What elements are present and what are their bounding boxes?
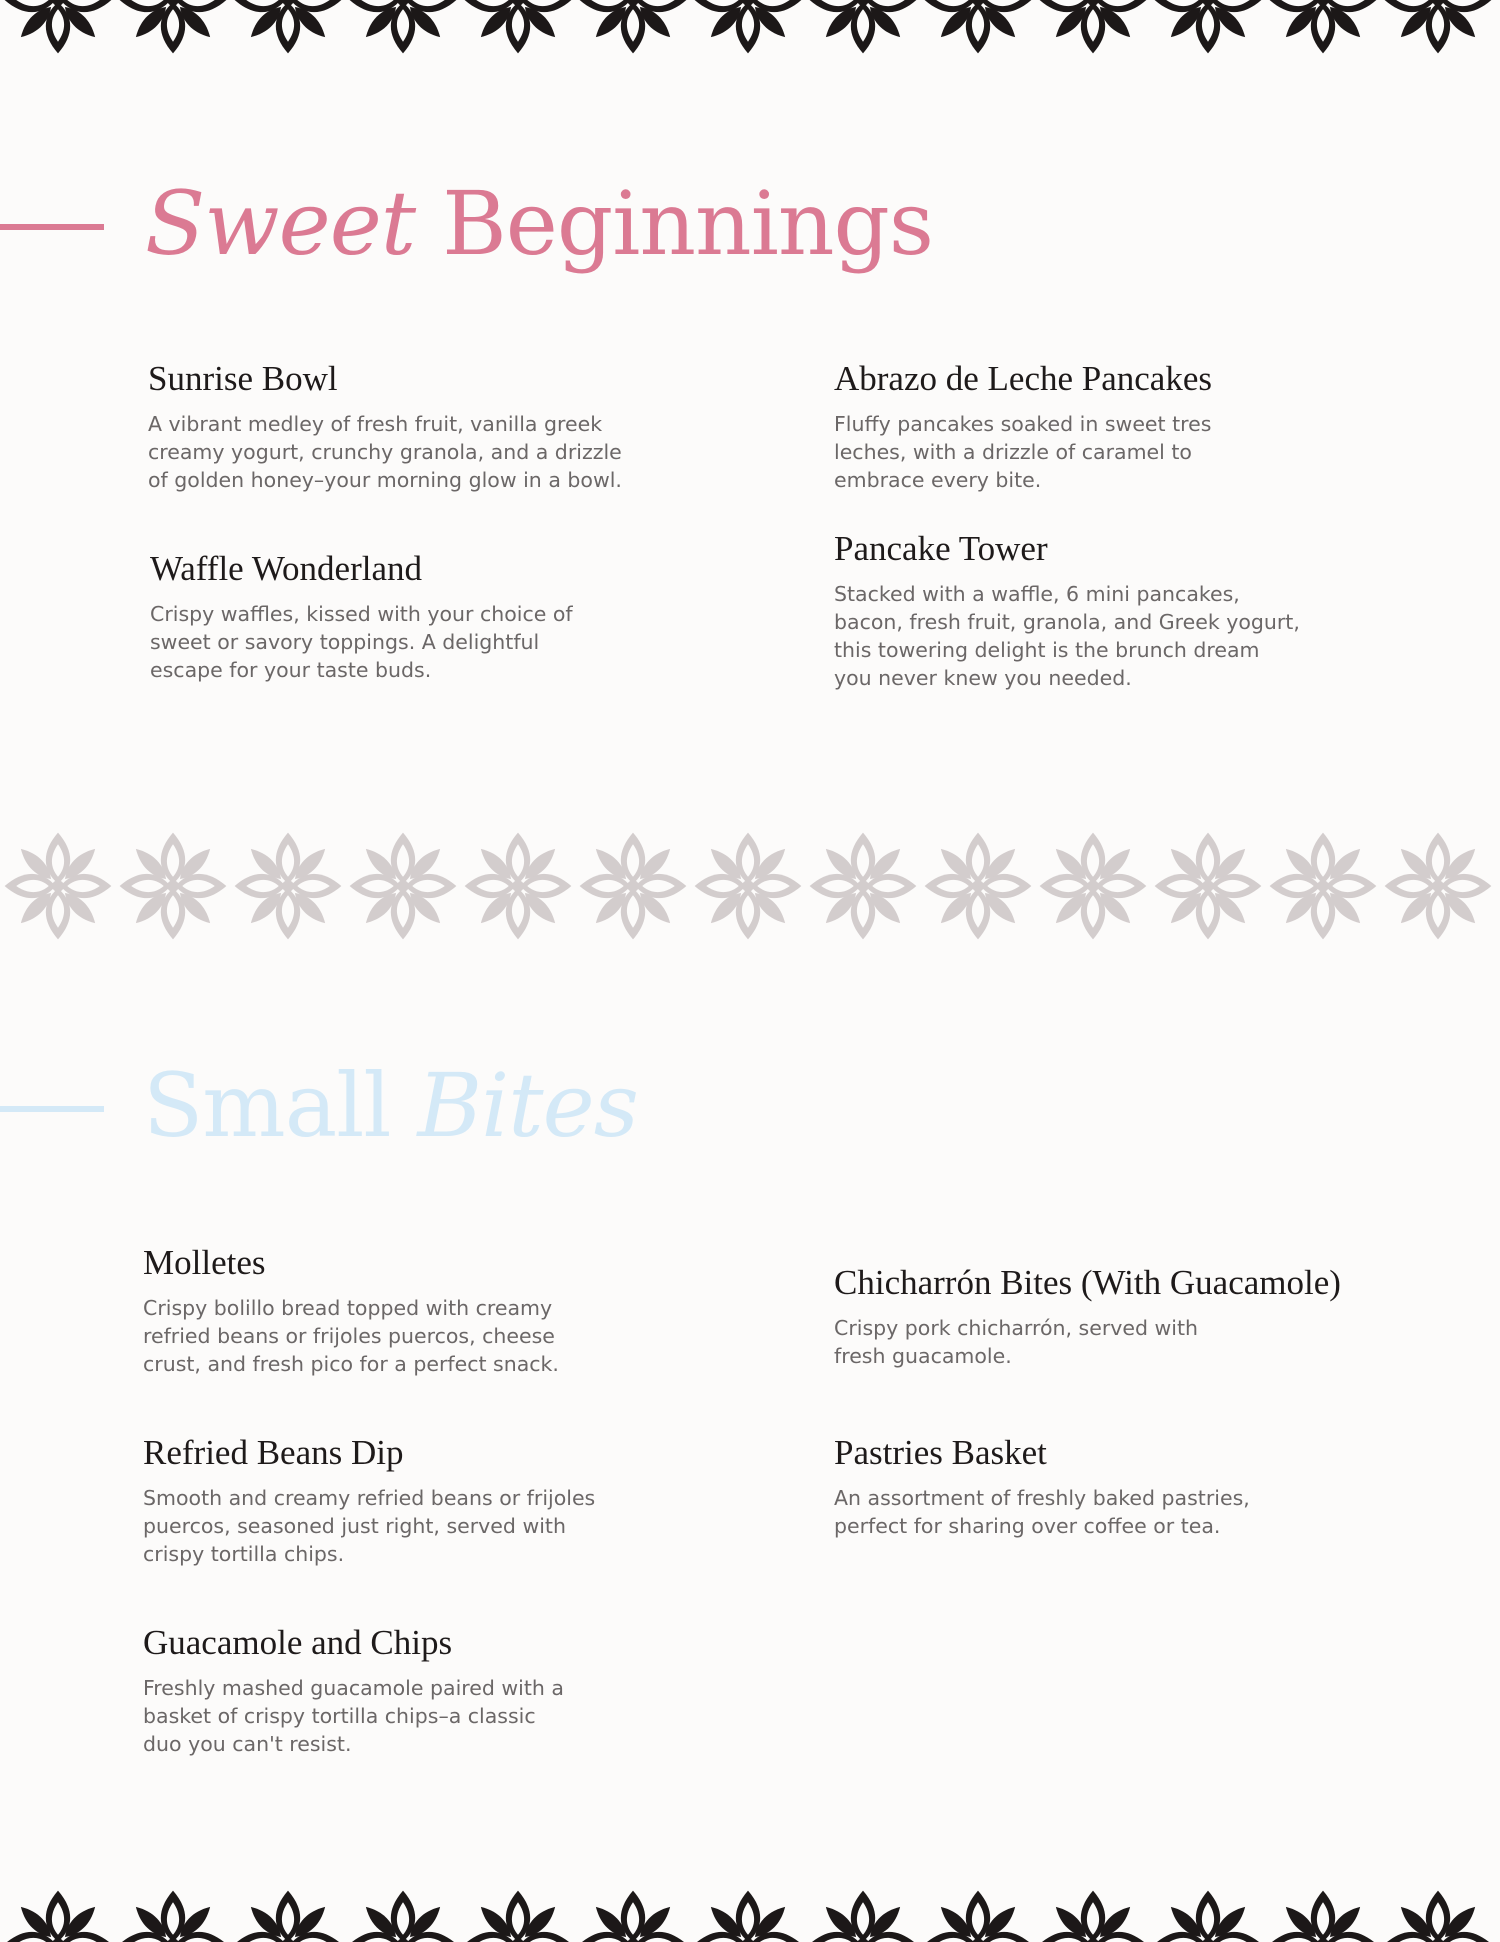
small-bites-heading	[143, 1054, 638, 1157]
menu-item-waffle-wonderland	[150, 548, 573, 684]
menu-item-description: Smooth and creamy refried beans or frijoles puercos, seasoned just right, served with crispy tortilla chips.	[143, 1486, 596, 1566]
menu-item-name: Waffle Wonderland	[150, 549, 423, 588]
middle-ornament-border	[0, 826, 1500, 946]
sweet-accent-line	[0, 224, 104, 230]
sweet-beginnings-heading	[145, 172, 934, 275]
mandala-pattern-middle	[0, 826, 1500, 946]
menu-item-refried-beans-dip	[143, 1432, 595, 1568]
menu-item-description: Stacked with a waffle, 6 mini pancakes, bacon, fresh fruit, granola, and Greek yogurt, this towering delight is the brunch dream you never knew you needed.	[834, 582, 1300, 690]
bottom-ornament-border	[0, 1886, 1500, 1942]
damask-pattern-bottom	[0, 1886, 1500, 1942]
damask-pattern-top	[0, 0, 1500, 58]
menu-item-sunrise-bowl	[148, 358, 622, 494]
menu-item-description: Fluffy pancakes soaked in sweet tres leches, with a drizzle of caramel to embrace every bite.	[834, 412, 1212, 492]
menu-item-pastries-basket	[834, 1432, 1250, 1540]
menu-item-pancake-tower	[834, 528, 1300, 692]
menu-item-name: Chicharrón Bites (With Guacamole)	[834, 1263, 1341, 1302]
menu-item-description: Crispy bolillo bread topped with creamy refried beans or frijoles puercos, cheese crust, and fresh pico for a perfect snack.	[143, 1296, 559, 1376]
menu-item-description: An assortment of freshly baked pastries, perfect for sharing over coffee or tea.	[834, 1486, 1250, 1538]
menu-item-molletes	[143, 1242, 559, 1378]
menu-item-chicharron-bites	[834, 1262, 1341, 1370]
menu-item-name: Molletes	[143, 1243, 266, 1282]
menu-item-name: Pastries Basket	[834, 1433, 1047, 1472]
heading-regular-word: Small	[143, 1054, 391, 1157]
heading-regular-word: Beginnings	[442, 172, 934, 275]
menu-item-description: A vibrant medley of fresh fruit, vanilla greek creamy yogurt, crunchy granola, and a drizzle of golden honey–your morning glow in a bowl.	[148, 412, 622, 492]
menu-item-guacamole-chips	[143, 1622, 564, 1758]
top-ornament-border	[0, 0, 1500, 58]
menu-item-name: Pancake Tower	[834, 529, 1048, 568]
menu-item-abrazo-pancakes	[834, 358, 1212, 494]
menu-item-name: Sunrise Bowl	[148, 359, 338, 398]
menu-item-name: Abrazo de Leche Pancakes	[834, 359, 1212, 398]
menu-item-name: Refried Beans Dip	[143, 1433, 404, 1472]
heading-italic-word: Bites	[417, 1054, 638, 1157]
menu-item-name: Guacamole and Chips	[143, 1623, 453, 1662]
menu-item-description: Crispy waffles, kissed with your choice of sweet or savory toppings. A delightful escape for your taste buds.	[150, 602, 573, 682]
heading-italic-word: Sweet	[145, 172, 416, 275]
menu-item-description: Crispy pork chicharrón, served with fresh guacamole.	[834, 1316, 1199, 1368]
bites-accent-line	[0, 1106, 104, 1112]
menu-item-description: Freshly mashed guacamole paired with a basket of crispy tortilla chips–a classic duo you can't resist.	[143, 1676, 564, 1756]
